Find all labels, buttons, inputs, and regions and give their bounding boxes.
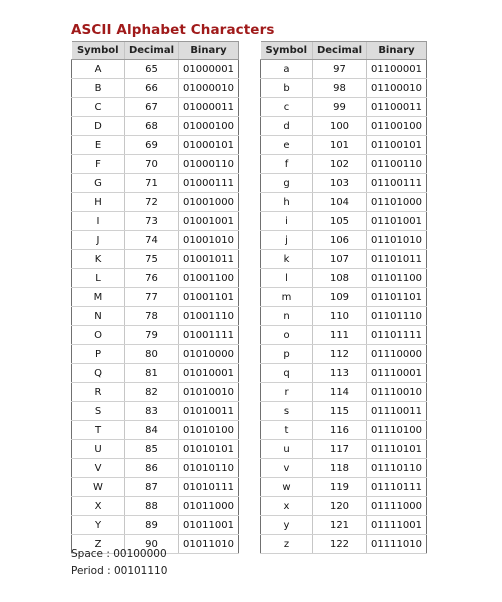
decimal-cell: 84: [125, 421, 179, 440]
binary-cell: 01110111: [367, 478, 427, 497]
table-row: [261, 193, 427, 212]
binary-cell: 01111000: [367, 497, 427, 516]
binary-cell: 01000001: [179, 60, 239, 79]
symbol-cell: C: [72, 98, 125, 117]
table-row: [261, 516, 427, 535]
symbol-cell: d: [261, 117, 313, 136]
table-row: [72, 250, 239, 269]
decimal-cell: 106: [313, 231, 367, 250]
decimal-cell: 116: [313, 421, 367, 440]
lowercase-table-body: [261, 60, 427, 554]
decimal-cell: 72: [125, 193, 179, 212]
symbol-cell: s: [261, 402, 313, 421]
table-row: [72, 421, 239, 440]
binary-cell: 01101110: [367, 307, 427, 326]
period-note: Period : 00101110: [71, 565, 168, 577]
lowercase-table-header: [261, 42, 427, 60]
binary-cell: 01001010: [179, 231, 239, 250]
decimal-cell: 65: [125, 60, 179, 79]
table-row: [261, 364, 427, 383]
decimal-cell: 104: [313, 193, 367, 212]
binary-cell: 01001100: [179, 269, 239, 288]
uppercase-table: [71, 41, 239, 554]
table-row: [261, 421, 427, 440]
binary-cell: 01000110: [179, 155, 239, 174]
uppercase-table-header: [72, 42, 239, 60]
binary-cell: 01100110: [367, 155, 427, 174]
symbol-cell: q: [261, 364, 313, 383]
binary-cell: 01110010: [367, 383, 427, 402]
symbol-cell: U: [72, 440, 125, 459]
table-row: [72, 478, 239, 497]
symbol-cell: f: [261, 155, 313, 174]
decimal-cell: 85: [125, 440, 179, 459]
symbol-cell: K: [72, 250, 125, 269]
table-row: [261, 269, 427, 288]
binary-cell: 01001000: [179, 193, 239, 212]
table-row: [72, 79, 239, 98]
decimal-cell: 86: [125, 459, 179, 478]
binary-cell: 01100010: [367, 79, 427, 98]
decimal-cell: 120: [313, 497, 367, 516]
symbol-cell: A: [72, 60, 125, 79]
decimal-cell: 122: [313, 535, 367, 554]
decimal-cell: 88: [125, 497, 179, 516]
page-title: ASCII Alphabet Characters: [71, 22, 275, 38]
table-row: [261, 79, 427, 98]
binary-cell: 01111001: [367, 516, 427, 535]
table-row: [72, 516, 239, 535]
table-row: [261, 459, 427, 478]
symbol-cell: F: [72, 155, 125, 174]
binary-cell: 01101011: [367, 250, 427, 269]
table-row: [261, 345, 427, 364]
symbol-cell: h: [261, 193, 313, 212]
symbol-cell: O: [72, 326, 125, 345]
table-row: [72, 288, 239, 307]
symbol-cell: V: [72, 459, 125, 478]
decimal-cell: 73: [125, 212, 179, 231]
column-header-symbol: Symbol: [72, 42, 125, 60]
symbol-cell: R: [72, 383, 125, 402]
table-row: [72, 326, 239, 345]
binary-cell: 01001011: [179, 250, 239, 269]
table-row: [261, 535, 427, 554]
decimal-cell: 70: [125, 155, 179, 174]
symbol-cell: G: [72, 174, 125, 193]
symbol-cell: P: [72, 345, 125, 364]
symbol-cell: r: [261, 383, 313, 402]
table-row: [261, 231, 427, 250]
symbol-cell: v: [261, 459, 313, 478]
table-row: [261, 402, 427, 421]
binary-cell: 01010001: [179, 364, 239, 383]
decimal-cell: 87: [125, 478, 179, 497]
symbol-cell: L: [72, 269, 125, 288]
table-row: [261, 212, 427, 231]
table-row: [261, 174, 427, 193]
symbol-cell: Z: [72, 535, 125, 554]
symbol-cell: M: [72, 288, 125, 307]
decimal-cell: 75: [125, 250, 179, 269]
table-row: [261, 117, 427, 136]
table-row: [261, 60, 427, 79]
decimal-cell: 118: [313, 459, 367, 478]
table-row: [261, 326, 427, 345]
table-row: [261, 250, 427, 269]
table-row: [72, 212, 239, 231]
symbol-cell: N: [72, 307, 125, 326]
symbol-cell: k: [261, 250, 313, 269]
binary-cell: 01000101: [179, 136, 239, 155]
table-row: [72, 440, 239, 459]
symbol-cell: Q: [72, 364, 125, 383]
binary-cell: 01101100: [367, 269, 427, 288]
binary-cell: 01010100: [179, 421, 239, 440]
decimal-cell: 69: [125, 136, 179, 155]
decimal-cell: 112: [313, 345, 367, 364]
table-row: [261, 497, 427, 516]
binary-cell: 01100001: [367, 60, 427, 79]
decimal-cell: 105: [313, 212, 367, 231]
decimal-cell: 107: [313, 250, 367, 269]
symbol-cell: T: [72, 421, 125, 440]
table-row: [72, 383, 239, 402]
table-row: [261, 136, 427, 155]
symbol-cell: g: [261, 174, 313, 193]
binary-cell: 01000100: [179, 117, 239, 136]
table-row: [72, 60, 239, 79]
table-row: [72, 193, 239, 212]
symbol-cell: H: [72, 193, 125, 212]
symbol-cell: x: [261, 497, 313, 516]
table-row: [261, 307, 427, 326]
table-row: [72, 98, 239, 117]
binary-cell: 01101010: [367, 231, 427, 250]
decimal-cell: 115: [313, 402, 367, 421]
space-note: Space : 00100000: [71, 548, 167, 560]
decimal-cell: 117: [313, 440, 367, 459]
decimal-cell: 103: [313, 174, 367, 193]
column-header-binary: Binary: [179, 42, 239, 60]
symbol-cell: e: [261, 136, 313, 155]
decimal-cell: 119: [313, 478, 367, 497]
symbol-cell: X: [72, 497, 125, 516]
table-row: [72, 117, 239, 136]
binary-cell: 01110011: [367, 402, 427, 421]
symbol-cell: b: [261, 79, 313, 98]
binary-cell: 01110101: [367, 440, 427, 459]
symbol-cell: m: [261, 288, 313, 307]
binary-cell: 01101001: [367, 212, 427, 231]
symbol-cell: n: [261, 307, 313, 326]
symbol-cell: z: [261, 535, 313, 554]
table-row: [72, 269, 239, 288]
decimal-cell: 77: [125, 288, 179, 307]
decimal-cell: 66: [125, 79, 179, 98]
decimal-cell: 100: [313, 117, 367, 136]
decimal-cell: 78: [125, 307, 179, 326]
binary-cell: 01001111: [179, 326, 239, 345]
binary-cell: 01010011: [179, 402, 239, 421]
symbol-cell: J: [72, 231, 125, 250]
uppercase-table-body: [72, 60, 239, 554]
symbol-cell: y: [261, 516, 313, 535]
decimal-cell: 109: [313, 288, 367, 307]
symbol-cell: a: [261, 60, 313, 79]
binary-cell: 01101111: [367, 326, 427, 345]
binary-cell: 01001001: [179, 212, 239, 231]
decimal-cell: 76: [125, 269, 179, 288]
table-row: [72, 497, 239, 516]
decimal-cell: 114: [313, 383, 367, 402]
binary-cell: 01100100: [367, 117, 427, 136]
decimal-cell: 67: [125, 98, 179, 117]
table-row: [261, 440, 427, 459]
symbol-cell: u: [261, 440, 313, 459]
decimal-cell: 90: [125, 535, 179, 554]
binary-cell: 01100101: [367, 136, 427, 155]
table-row: [261, 98, 427, 117]
decimal-cell: 98: [313, 79, 367, 98]
decimal-cell: 80: [125, 345, 179, 364]
symbol-cell: E: [72, 136, 125, 155]
decimal-cell: 82: [125, 383, 179, 402]
table-row: [72, 136, 239, 155]
binary-cell: 01011010: [179, 535, 239, 554]
binary-cell: 01000011: [179, 98, 239, 117]
table-row: [72, 402, 239, 421]
table-row: [261, 478, 427, 497]
column-header-decimal: Decimal: [125, 42, 179, 60]
decimal-cell: 99: [313, 98, 367, 117]
binary-cell: 01010111: [179, 478, 239, 497]
decimal-cell: 89: [125, 516, 179, 535]
binary-cell: 01001101: [179, 288, 239, 307]
binary-cell: 01110110: [367, 459, 427, 478]
column-header-symbol: Symbol: [261, 42, 313, 60]
symbol-cell: i: [261, 212, 313, 231]
column-header-decimal: Decimal: [313, 42, 367, 60]
table-row: [72, 364, 239, 383]
binary-cell: 01011001: [179, 516, 239, 535]
symbol-cell: w: [261, 478, 313, 497]
decimal-cell: 113: [313, 364, 367, 383]
binary-cell: 01000010: [179, 79, 239, 98]
binary-cell: 01101101: [367, 288, 427, 307]
binary-cell: 01010101: [179, 440, 239, 459]
table-row: [72, 459, 239, 478]
binary-cell: 01110100: [367, 421, 427, 440]
binary-cell: 01001110: [179, 307, 239, 326]
binary-cell: 01110001: [367, 364, 427, 383]
binary-cell: 01010110: [179, 459, 239, 478]
binary-cell: 01010000: [179, 345, 239, 364]
symbol-cell: W: [72, 478, 125, 497]
symbol-cell: j: [261, 231, 313, 250]
binary-cell: 01011000: [179, 497, 239, 516]
table-row: [72, 174, 239, 193]
decimal-cell: 71: [125, 174, 179, 193]
binary-cell: 01010010: [179, 383, 239, 402]
table-row: [261, 383, 427, 402]
table-row: [72, 345, 239, 364]
decimal-cell: 108: [313, 269, 367, 288]
symbol-cell: Y: [72, 516, 125, 535]
symbol-cell: l: [261, 269, 313, 288]
symbol-cell: B: [72, 79, 125, 98]
decimal-cell: 121: [313, 516, 367, 535]
binary-cell: 01100011: [367, 98, 427, 117]
symbol-cell: S: [72, 402, 125, 421]
decimal-cell: 74: [125, 231, 179, 250]
binary-cell: 01111010: [367, 535, 427, 554]
symbol-cell: I: [72, 212, 125, 231]
table-row: [72, 155, 239, 174]
symbol-cell: c: [261, 98, 313, 117]
symbol-cell: t: [261, 421, 313, 440]
table-row: [261, 155, 427, 174]
binary-cell: 01000111: [179, 174, 239, 193]
symbol-cell: D: [72, 117, 125, 136]
decimal-cell: 83: [125, 402, 179, 421]
column-header-binary: Binary: [367, 42, 427, 60]
decimal-cell: 68: [125, 117, 179, 136]
decimal-cell: 79: [125, 326, 179, 345]
binary-cell: 01110000: [367, 345, 427, 364]
table-row: [72, 307, 239, 326]
symbol-cell: p: [261, 345, 313, 364]
binary-cell: 01100111: [367, 174, 427, 193]
decimal-cell: 101: [313, 136, 367, 155]
table-row: [261, 288, 427, 307]
decimal-cell: 111: [313, 326, 367, 345]
table-row: [72, 231, 239, 250]
binary-cell: 01101000: [367, 193, 427, 212]
lowercase-table: [260, 41, 427, 554]
decimal-cell: 110: [313, 307, 367, 326]
decimal-cell: 81: [125, 364, 179, 383]
symbol-cell: o: [261, 326, 313, 345]
decimal-cell: 102: [313, 155, 367, 174]
decimal-cell: 97: [313, 60, 367, 79]
